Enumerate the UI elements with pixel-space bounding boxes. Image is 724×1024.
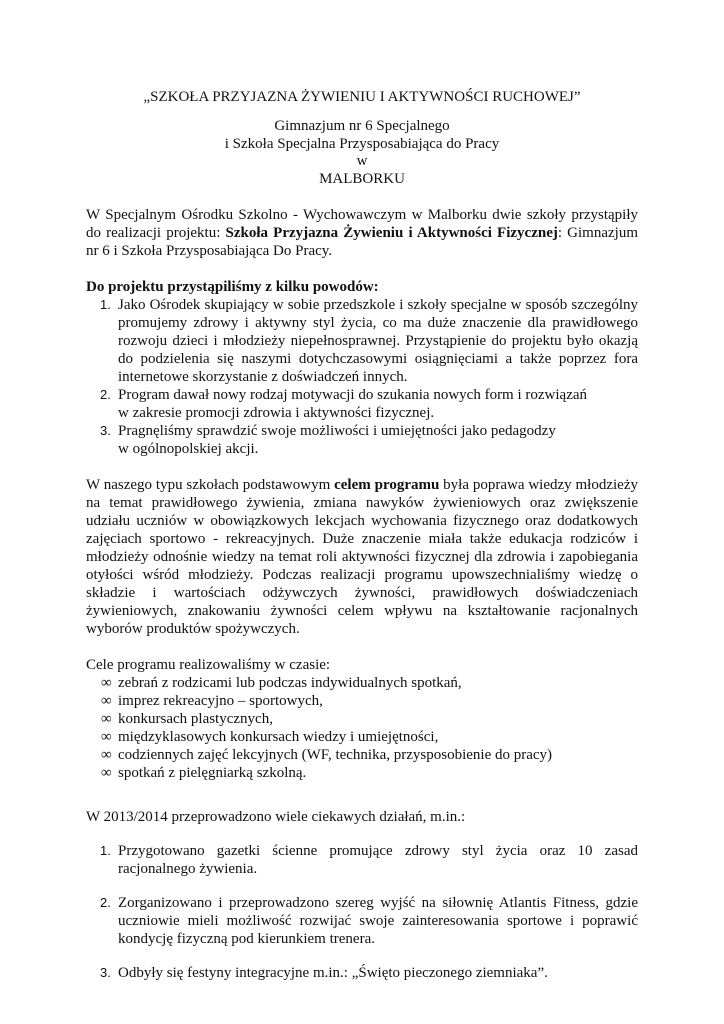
- list-item-text: Zorganizowano i przeprowadzono szereg wyjść na siłownię Atlantis Fitness, gdzie uczniowie mieli możliwość rozwijać swoje zainteresowania sportowe i poprawić kondycję fizyczną pod kierunkiem trenera.: [118, 895, 638, 947]
- list-item-text: Przygotowano gazetki ścienne promujące zdrowy styl życia oraz 10 zasad racjonalnego żywienia.: [118, 843, 638, 877]
- school-line-4: MALBORKU: [319, 170, 405, 187]
- list-item: [86, 296, 638, 386]
- list-item-line-1: Pragnęliśmy sprawdzić swoje możliwości i umiejętności jako pedagodzy: [118, 423, 556, 439]
- list-item: [86, 964, 638, 982]
- list-number: 1.: [100, 297, 111, 312]
- list-item-text: konkursach plastycznych,: [118, 711, 273, 727]
- list-number: 2.: [100, 387, 111, 402]
- list-item-text: Jako Ośrodek skupiający w sobie przedszkole i szkoły specjalne w sposób szczególny promujemy zdrowy i aktywny styl życia, co ma duże znaczenie dla prawidłowego rozwoju dzieci i młodzieży niepełnosprawnej. Przystąpienie do projektu było okazją do podzielenia się naszymi dotychczasowymi osiągnięciami a także poprzez fora internetowe skorzystanie z doświadczeń innych.: [118, 297, 638, 385]
- intro-text-before: W Specjalnym Ośrodku Szkolno - Wychowawczym w Malborku dwie szkoły przystąpiły do realizacji projektu:: [86, 207, 638, 241]
- list-item-text: międzyklasowych konkursach wiedzy i umiejętności,: [118, 729, 439, 745]
- actions-list: [86, 842, 638, 982]
- realization-heading: Cele programu realizowaliśmy w czasie:: [86, 657, 331, 673]
- infinity-bullet-icon: ∞: [101, 711, 112, 727]
- school-line-3: w: [356, 153, 368, 169]
- reasons-heading: Do projektu przystąpiliśmy z kilku powodów:: [86, 279, 379, 295]
- list-number: 3.: [100, 965, 111, 980]
- list-item: [86, 710, 638, 728]
- list-number: 1.: [100, 843, 111, 858]
- infinity-bullet-icon: ∞: [101, 675, 112, 691]
- infinity-bullet-icon: ∞: [101, 729, 112, 745]
- realization-list: [86, 674, 638, 782]
- list-item: [86, 728, 638, 746]
- intro-paragraph: [86, 206, 638, 260]
- infinity-bullet-icon: ∞: [101, 747, 112, 763]
- list-item: [86, 894, 638, 948]
- list-item-text: spotkań z pielęgniarką szkolną.: [118, 765, 307, 781]
- list-item-line-2: w ogólnopolskiej akcji.: [118, 441, 259, 457]
- list-item: [86, 842, 638, 878]
- reasons-list: [86, 296, 638, 458]
- document-title: „SZKOŁA PRZYJAZNA ŻYWIENIU I AKTYWNOŚCI RUCHOWEJ”: [143, 89, 581, 105]
- actions-heading: W 2013/2014 przeprowadzono wiele ciekawych działań, m.in.:: [86, 809, 466, 825]
- list-item-text: zebrań z rodzicami lub podczas indywidualnych spotkań,: [118, 675, 462, 691]
- intro-project-name: Szkoła Przyjazna Żywieniu i Aktywności Fizycznej: [225, 225, 558, 241]
- list-item-line-1: Program dawał nowy rodzaj motywacji do szukania nowych form i rozwiązań: [118, 387, 588, 403]
- list-item-text: codziennych zajęć lekcyjnych (WF, technika, przysposobienie do pracy): [118, 747, 553, 763]
- list-item: [86, 746, 638, 764]
- list-item: [86, 674, 638, 692]
- list-number: 2.: [100, 895, 111, 910]
- goal-bold-text: celem programu: [334, 477, 440, 493]
- goal-text-after: była poprawa wiedzy młodzieży na temat prawidłowego żywienia, zmiana nawyków żywieniowych oraz zwiększenie udziału uczniów w obowiązkowych lekcjach wychowania fizycznego oraz dodatkowych zajęciach sportowo - rekreacyjnych. Duże znaczenie miała także edukacja rodziców i młodzieży odnośnie wiedzy na temat roli aktywności fizycznej dla zdrowia i zapobiegania otyłości wśród młodzieży. Podczas realizacji programu upowszechnialiśmy wiedzę o składzie i wartościach odżywczych żywności, prawidłowych doświadczeniach żywieniowych, znakowaniu żywności celem wpływu na kształtowanie racjonalnych wyborów produktów spożywczych.: [86, 477, 638, 637]
- school-name-block: [86, 118, 638, 188]
- list-item-line-2: w zakresie promocji zdrowia i aktywności fizycznej.: [118, 405, 435, 421]
- list-item: [86, 764, 638, 782]
- goal-text-before: W naszego typu szkołach podstawowym: [86, 477, 335, 493]
- list-item: [86, 386, 638, 422]
- list-item: [86, 692, 638, 710]
- infinity-bullet-icon: ∞: [101, 765, 112, 781]
- intro-text-after: : Gimnazjum nr 6 i Szkoła Przysposabiająca Do Pracy.: [86, 225, 638, 259]
- list-item: [86, 422, 638, 458]
- list-item-text: imprez rekreacyjno – sportowych,: [118, 693, 323, 709]
- infinity-bullet-icon: ∞: [101, 693, 112, 709]
- school-line-1: Gimnazjum nr 6 Specjalnego: [274, 118, 450, 134]
- goal-paragraph: [86, 476, 638, 638]
- school-line-2: i Szkoła Specjalna Przysposabiająca do Pracy: [224, 135, 500, 152]
- list-number: 3.: [100, 423, 111, 438]
- list-item-text: Odbyły się festyny integracyjne m.in.: „Święto pieczonego ziemniaka”.: [118, 965, 548, 981]
